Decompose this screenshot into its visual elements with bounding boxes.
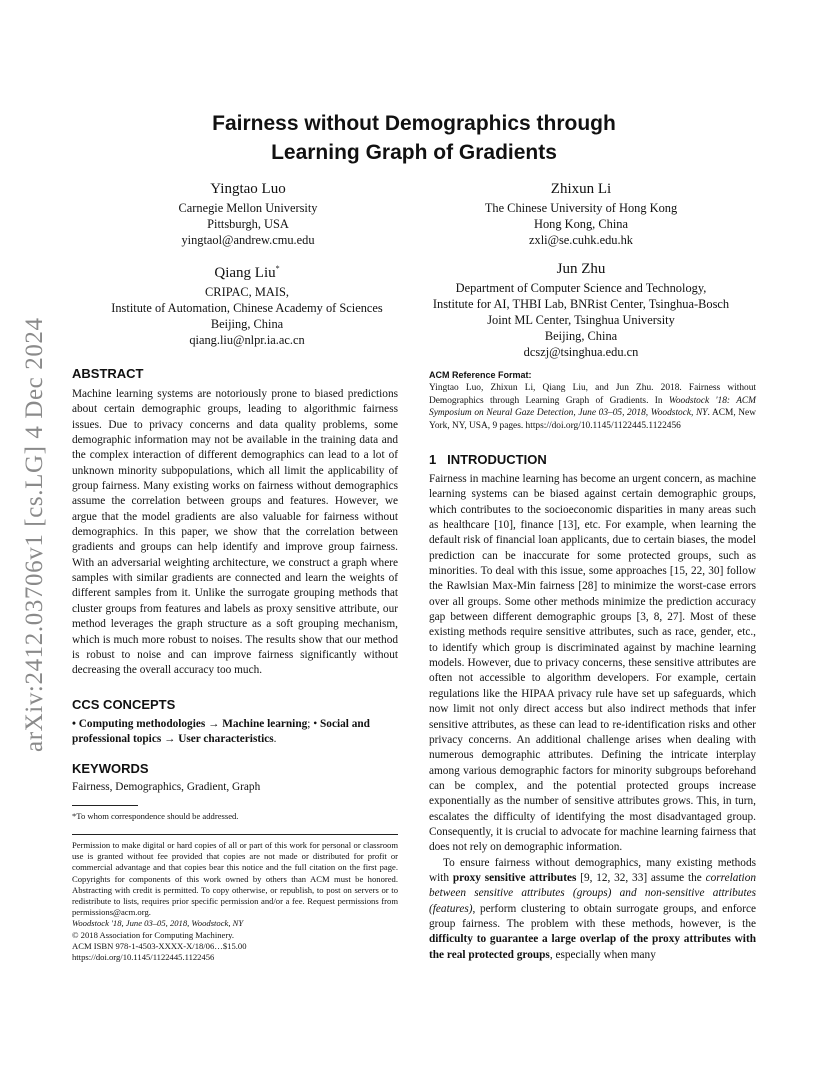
doi-line: https://doi.org/10.1145/1122445.1122456	[72, 952, 215, 963]
author-affiliation: Institute of Automation, Chinese Academy of Sciences	[111, 301, 383, 315]
ccs-term: Social and professional topics	[72, 718, 370, 746]
ccs-end: .	[273, 733, 277, 746]
author-affiliation: Department of Computer Science and Technology,	[455, 281, 707, 295]
intro-body	[429, 472, 756, 963]
author-email: qiang.liu@nlpr.ia.ac.cn	[189, 333, 305, 347]
paper-title	[80, 109, 748, 167]
author-affiliation: Carnegie Mellon University	[178, 201, 318, 215]
corresponding-mark: *	[275, 264, 280, 273]
abstract-heading: ABSTRACT	[72, 366, 144, 381]
permission-text: Permission to make digital or hard copies of all or part of this work for personal or classroom use is granted without fee provided that copies are not made or distributed for profit or commercial advantage and that copies bear this notice and the full citation on the first page. Copyrights for components of this work owned by others than ACM must be honored. Abstracting with credit is permitted. To copy otherwise, or republish, to post on servers or to redistribute to lists, requires prior specific permission and/or a fee. Request permissions from permissions@acm.org.	[72, 840, 398, 918]
author-name: Jun Zhu	[556, 261, 606, 277]
section-title: INTRODUCTION	[447, 452, 547, 467]
author-block-3	[82, 258, 412, 348]
author-affiliation: The Chinese University of Hong Kong	[484, 201, 678, 215]
acm-reference-heading: ACM Reference Format:	[429, 370, 532, 380]
author-location: Hong Kong, China	[534, 217, 628, 231]
author-email: zxli@se.cuhk.edu.hk	[529, 233, 633, 247]
permission-rule	[72, 834, 398, 835]
author-location: Pittsburgh, USA	[207, 217, 289, 231]
author-location: Beijing, China	[544, 329, 618, 343]
author-block-2	[416, 178, 746, 248]
author-name: Qiang Liu*	[214, 264, 280, 281]
isbn-line: ACM ISBN 978-1-4503-XXXX-X/18/06…$15.00	[72, 940, 247, 951]
permission-block	[72, 840, 398, 963]
acm-reference	[429, 369, 756, 433]
acm-reference-text: Yingtao Luo, Zhixun Li, Qiang Liu, and Jun Zhu. 2018. Fairness without Demographics through Learning Graph of Gradients. In Woodstock '18: ACM Symposium on Neural Gaze Detection, June 03–05, 2018, Woodstock, NY. ACM, New York, NY, USA, 9 pages. https://doi.org/10.1145/1122445.1122456	[429, 382, 756, 432]
author-affiliation: CRIPAC, MAIS,	[205, 285, 289, 299]
title-line-1: Fairness without Demographics through	[212, 112, 616, 135]
ccs-term: Machine learning	[222, 718, 308, 730]
author-location: Beijing, China	[210, 317, 284, 331]
author-email: dcszj@tsinghua.edu.cn	[523, 345, 639, 359]
copyright-line: © 2018 Association for Computing Machinery.	[72, 929, 235, 940]
author-affiliation: Institute for AI, THBI Lab, BNRist Center, Tsinghua-Bosch	[432, 297, 730, 311]
title-line-2: Learning Graph of Gradients	[271, 141, 557, 164]
arrow-glyph: →	[164, 733, 176, 746]
arrow-glyph: →	[208, 718, 220, 730]
author-name: Zhixun Li	[550, 181, 612, 197]
ccs-term: User characteristics	[178, 733, 274, 746]
footnote: *To whom correspondence should be addressed.	[72, 811, 239, 821]
keywords-heading: KEYWORDS	[72, 761, 149, 776]
keywords-text: Fairness, Demographics, Gradient, Graph	[72, 781, 261, 793]
author-block-1	[98, 178, 398, 248]
author-name: Yingtao Luo	[210, 181, 286, 197]
author-email: yingtaol@andrew.cmu.edu	[181, 233, 315, 247]
arxiv-stamp-text: arXiv:2412.03706v1 [cs.LG] 4 Dec 2024	[21, 317, 48, 752]
venue-line: Woodstock '18, June 03–05, 2018, Woodstock, NY	[72, 918, 244, 929]
ccs-heading: CCS CONCEPTS	[72, 697, 176, 712]
footnote-rule	[72, 805, 138, 806]
intro-paragraph-1: Fairness in machine learning has become an urgent concern, as machine learning systems can be biased against certain demographic groups, which contributes to the socioeconomic disparities in many areas such as healthcare [10], finance [13], etc. For example, when learning the default risk of financial loan applicants, due to certain biases, the model prediction can be inaccurate for some protected groups, such as minorities. To deal with this issue, some approaches [15, 22, 30] follow the Rawlsian Max-Min fairness [28] to minimize the worst-case errors over all groups. Some other methods minimize the prediction accuracy gap between different demographic groups [3, 8, 27]. Most of these existing methods require sensitive attributes, such as race, gender, etc., to identify which group is discriminated against by machine learning models. However, due to privacy concerns, these sensitive attributes are often not accessible to algorithm developers. For example, certain regulations like the HIPAA privacy rule have set up safeguards, which now limit not only direct access but also indirect methods that infer sensitive attributes, as these can lead to re-identification risks and other privacy concerns. An additional challenge arises when dealing with numerous demographic attributes. Defining the intricate interplay among various demographic factors for minority subgroups beforehand can be complex, and the potential protected groups increase exponentially as the number of sensitive attributes grows. This, in turn, escalates the difficulty of identifying the most disadvantaged group. Consequently, it is crucial to advocate for machine learning fairness that does not rely on demographic information.	[429, 473, 756, 854]
abstract-body	[72, 387, 398, 679]
ccs-term: • Computing methodologies	[72, 718, 206, 730]
intro-heading	[429, 452, 547, 467]
abstract-text: Machine learning systems are notoriously prone to biased predictions about certain demographic groups, leading to algorithmic fairness issues. Due to privacy concerns and data quality problems, some demographic information may not be available in the training data and the complex interaction of different demographics can lead to a lot of unknown minority subpopulations, which all limit the applicability of group fairness. Many existing works on fairness without demographics assume the correlation between groups and features. However, we argue that the model gradients are also valuable for fairness without demographics. In this paper, we show that the correlation between gradients and groups can help identify and improve group fairness. With an adversarial weighting architecture, we construct a graph where samples with similar gradients are connected and learn the weights of different samples from it. Unlike the surrogate grouping methods that cluster groups from features and labels as proxy sensitive attribute, our method leverages the graph structure as a soft grouping mechanism, which is much more robust to noises. The results show that our method is robust to noise and can improve fairness significantly without decreasing the overall accuracy too much.	[72, 388, 398, 677]
ccs-body	[72, 717, 398, 748]
author-block-4	[412, 258, 750, 360]
author-affiliation: Joint ML Center, Tsinghua University	[487, 313, 675, 327]
ccs-separator: ; •	[307, 718, 318, 730]
section-number: 1	[429, 452, 437, 467]
intro-paragraph-2: To ensure fairness without demographics, many existing methods with proxy sensitive attributes [9, 12, 32, 33] assume the correlation between sensitive attributes (groups) and non-sensitive attributes (features), perform clustering to obtain surrogate groups, and enforce group fairness. The problem with these methods, however, is the difficulty to guarantee a large overlap of the proxy attributes with the real protected groups, especially when many	[429, 856, 756, 961]
